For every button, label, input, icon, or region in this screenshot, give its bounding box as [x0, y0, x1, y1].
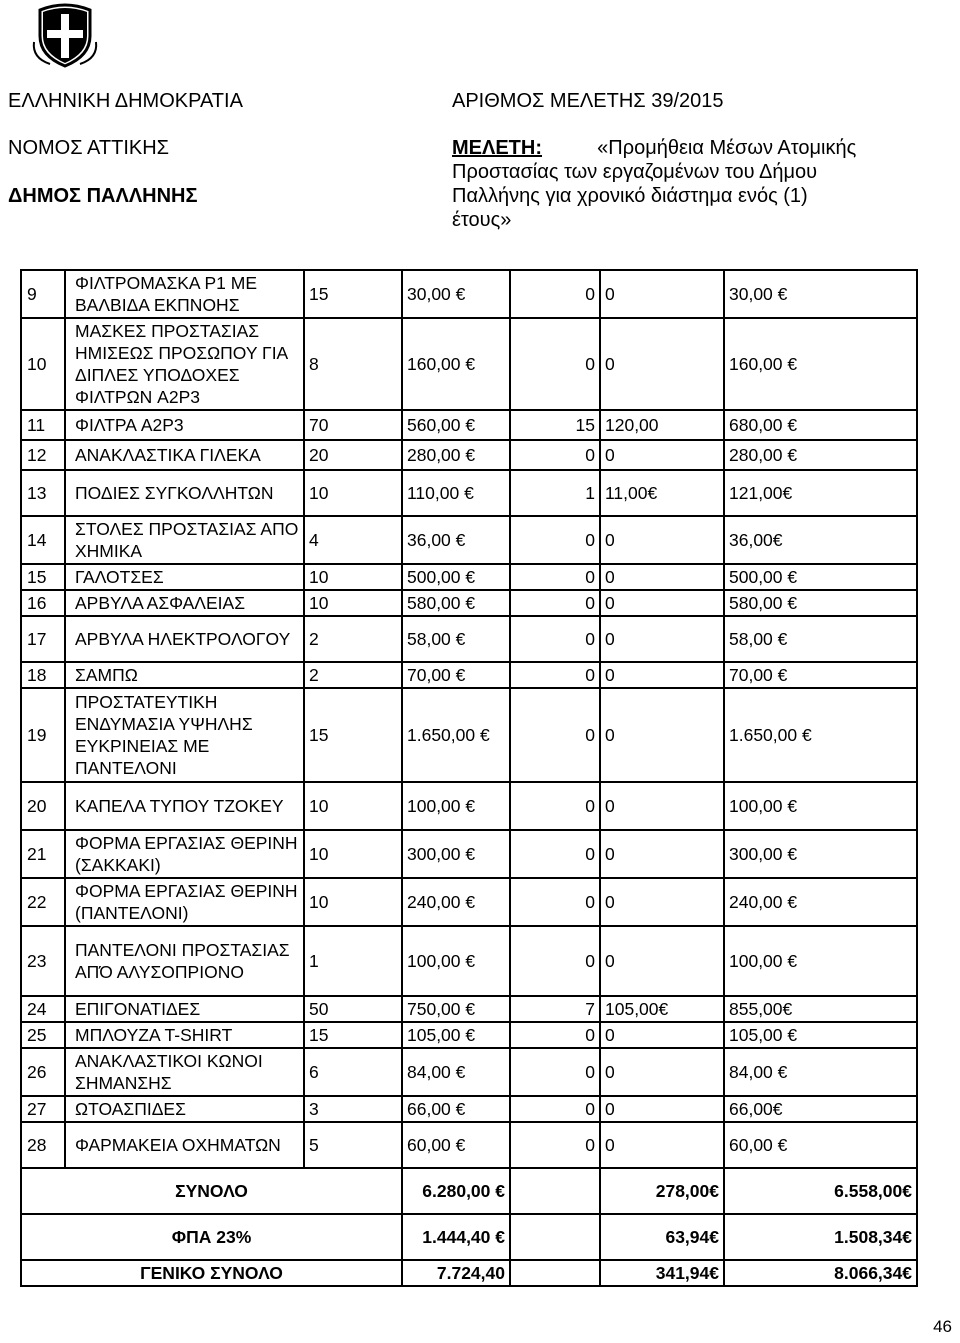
study-title-line1: «Προμήθεια Μέσων Ατομικής [597, 137, 857, 159]
table-row [21, 1096, 917, 1122]
item-extra-price: 0 [600, 440, 724, 470]
item-price: 560,00 € [402, 410, 510, 440]
item-extra-quantity: 0 [510, 662, 600, 688]
row-number: 14 [21, 516, 65, 564]
item-description: ΦΙΛΤΡΑ A2P3 [65, 410, 304, 440]
item-quantity: 50 [304, 996, 402, 1022]
item-extra-quantity: 0 [510, 516, 600, 564]
item-quantity: 10 [304, 878, 402, 926]
item-total: 70,00 € [724, 662, 917, 688]
item-description: ΑΝΑΚΛΑΣΤΙΚΟΙ ΚΩΝΟΙ ΣΗΜΑΝΣΗΣ [65, 1048, 304, 1096]
item-extra-price: 0 [600, 926, 724, 996]
item-quantity: 15 [304, 1022, 402, 1048]
item-quantity: 8 [304, 318, 402, 410]
item-extra-price: 0 [600, 688, 724, 782]
item-quantity: 15 [304, 270, 402, 318]
item-total: 680,00 € [724, 410, 917, 440]
item-extra-quantity: 7 [510, 996, 600, 1022]
item-extra-price: 0 [600, 516, 724, 564]
item-extra-quantity: 0 [510, 616, 600, 662]
table-row [21, 616, 917, 662]
item-description: ΑΡΒΥΛΑ ΗΛΕΚΤΡΟΛΟΓΟΥ [65, 616, 304, 662]
item-extra-price: 0 [600, 616, 724, 662]
item-total: 100,00 € [724, 926, 917, 996]
item-extra-price: 11,00€ [600, 470, 724, 516]
item-total: 580,00 € [724, 590, 917, 616]
item-description: ΜΠΛΟΥΖΑ T-SHIRT [65, 1022, 304, 1048]
item-price: 280,00 € [402, 440, 510, 470]
item-extra-quantity: 0 [510, 878, 600, 926]
item-quantity: 1 [304, 926, 402, 996]
row-number: 26 [21, 1048, 65, 1096]
item-description: ΦΙΛΤΡΟΜΑΣΚΑ P1 ΜΕ ΒΑΛΒΙΔΑ ΕΚΠΝΟΗΣ [65, 270, 304, 318]
item-total: 121,00€ [724, 470, 917, 516]
item-quantity: 4 [304, 516, 402, 564]
item-total: 855,00€ [724, 996, 917, 1022]
item-extra-quantity: 15 [510, 410, 600, 440]
item-price: 36,00 € [402, 516, 510, 564]
item-price: 60,00 € [402, 1122, 510, 1168]
item-price: 160,00 € [402, 318, 510, 410]
row-number: 27 [21, 1096, 65, 1122]
item-quantity: 10 [304, 782, 402, 830]
item-extra-price: 105,00€ [600, 996, 724, 1022]
item-extra-price: 0 [600, 830, 724, 878]
item-quantity: 10 [304, 830, 402, 878]
row-number: 15 [21, 564, 65, 590]
row-number: 23 [21, 926, 65, 996]
table-row [21, 782, 917, 830]
item-price: 58,00 € [402, 616, 510, 662]
study-title-line2: Προστασίας των εργαζομένων του Δήμου [452, 161, 818, 183]
item-price: 580,00 € [402, 590, 510, 616]
item-extra-price: 0 [600, 270, 724, 318]
item-quantity: 15 [304, 688, 402, 782]
item-extra-quantity: 0 [510, 1022, 600, 1048]
municipality-label: ΔΗΜΟΣ ΠΑΛΛΗΝΗΣ [8, 185, 198, 207]
table-row [21, 926, 917, 996]
item-extra-quantity: 0 [510, 318, 600, 410]
item-description: ΓΑΛΟΤΣΕΣ [65, 564, 304, 590]
table-row [21, 470, 917, 516]
study-number: ΑΡΙΘΜΟΣ ΜΕΛΕΤΗΣ 39/2015 [452, 90, 724, 112]
item-quantity: 10 [304, 564, 402, 590]
item-total: 240,00 € [724, 878, 917, 926]
republic-label: ΕΛΛΗΝΙΚΗ ΔΗΜΟΚΡΑΤΙΑ [8, 90, 243, 112]
item-price: 100,00 € [402, 926, 510, 996]
row-number: 17 [21, 616, 65, 662]
row-number: 10 [21, 318, 65, 410]
item-quantity: 3 [304, 1096, 402, 1122]
item-extra-price: 0 [600, 1048, 724, 1096]
item-total: 66,00€ [724, 1096, 917, 1122]
item-quantity: 70 [304, 410, 402, 440]
cost-table [20, 269, 918, 1287]
item-description: ΦΟΡΜΑ ΕΡΓΑΣΙΑΣ ΘΕΡΙΝΗ (ΠΑΝΤΕΛΟΝΙ) [65, 878, 304, 926]
item-quantity: 10 [304, 590, 402, 616]
item-description: ΑΡΒΥΛΑ ΑΣΦΑΛΕΙΑΣ [65, 590, 304, 616]
summary-total: 8.066,34€ [724, 1260, 917, 1286]
item-description: ΚΑΠΕΛΑ ΤΥΠΟΥ ΤΖΟΚΕΥ [65, 782, 304, 830]
item-description: ΦΑΡΜΑΚΕΙΑ ΟΧΗΜΑΤΩΝ [65, 1122, 304, 1168]
summary-extra: 63,94€ [600, 1214, 724, 1260]
summary-label: ΣΥΝΟΛΟ [21, 1168, 402, 1214]
item-quantity: 5 [304, 1122, 402, 1168]
row-number: 13 [21, 470, 65, 516]
item-quantity: 20 [304, 440, 402, 470]
summary-label: ΓΕΝΙΚΟ ΣΥΝΟΛΟ [21, 1260, 402, 1286]
study-title-line3: Παλλήνης για χρονικό διάστημα ενός (1) [452, 185, 808, 207]
table-row [21, 1048, 917, 1096]
item-extra-quantity: 0 [510, 590, 600, 616]
item-total: 300,00 € [724, 830, 917, 878]
item-extra-quantity: 1 [510, 470, 600, 516]
item-price: 100,00 € [402, 782, 510, 830]
item-total: 60,00 € [724, 1122, 917, 1168]
item-total: 1.650,00 € [724, 688, 917, 782]
item-quantity: 10 [304, 470, 402, 516]
item-description: ΠΟΔΙΕΣ ΣΥΓΚΟΛΛΗΤΩΝ [65, 470, 304, 516]
item-extra-quantity: 0 [510, 830, 600, 878]
item-total: 30,00 € [724, 270, 917, 318]
item-extra-price: 0 [600, 1122, 724, 1168]
item-price: 500,00 € [402, 564, 510, 590]
item-price: 66,00 € [402, 1096, 510, 1122]
item-extra-quantity: 0 [510, 1122, 600, 1168]
item-price: 110,00 € [402, 470, 510, 516]
item-quantity: 2 [304, 662, 402, 688]
item-extra-price: 0 [600, 318, 724, 410]
table-row [21, 410, 917, 440]
item-description: ΠΡΟΣΤΑΤΕΥΤΙΚΗ ΕΝΔΥΜΑΣΙΑ ΥΨΗΛΗΣ ΕΥΚΡΙΝΕΙΑΣ ΜΕ ΠΑΝΤΕΛΟΝΙ [65, 688, 304, 782]
row-number: 22 [21, 878, 65, 926]
greek-emblem [30, 2, 100, 68]
prefecture-label: ΝΟΜΟΣ ΑΤΤΙΚΗΣ [8, 137, 170, 159]
item-price: 1.650,00 € [402, 688, 510, 782]
item-description: ΣΑΜΠΩ [65, 662, 304, 688]
item-total: 84,00 € [724, 1048, 917, 1096]
row-number: 12 [21, 440, 65, 470]
summary-extra: 278,00€ [600, 1168, 724, 1214]
summary-total: 6.558,00€ [724, 1168, 917, 1214]
row-number: 19 [21, 688, 65, 782]
item-extra-price: 0 [600, 1022, 724, 1048]
item-total: 280,00 € [724, 440, 917, 470]
item-price: 70,00 € [402, 662, 510, 688]
item-extra-quantity: 0 [510, 926, 600, 996]
item-description: ΣΤΟΛΕΣ ΠΡΟΣΤΑΣΙΑΣ ΑΠΟ ΧΗΜΙΚΑ [65, 516, 304, 564]
row-number: 18 [21, 662, 65, 688]
summary-row [21, 1260, 917, 1286]
table-row [21, 1022, 917, 1048]
table-row [21, 590, 917, 616]
table-row [21, 516, 917, 564]
summary-total: 1.508,34€ [724, 1214, 917, 1260]
item-total: 36,00€ [724, 516, 917, 564]
item-extra-price: 120,00 [600, 410, 724, 440]
row-number: 20 [21, 782, 65, 830]
summary-extra: 341,94€ [600, 1260, 724, 1286]
item-price: 84,00 € [402, 1048, 510, 1096]
row-number: 9 [21, 270, 65, 318]
item-extra-quantity: 0 [510, 782, 600, 830]
row-number: 28 [21, 1122, 65, 1168]
item-extra-price: 0 [600, 878, 724, 926]
item-description: ΕΠΙΓΟΝΑΤΙΔΕΣ [65, 996, 304, 1022]
item-total: 500,00 € [724, 564, 917, 590]
item-total: 58,00 € [724, 616, 917, 662]
item-total: 105,00 € [724, 1022, 917, 1048]
row-number: 25 [21, 1022, 65, 1048]
table-row [21, 440, 917, 470]
table-row [21, 830, 917, 878]
item-extra-quantity: 0 [510, 1048, 600, 1096]
item-description: ΜΑΣΚΕΣ ΠΡΟΣΤΑΣΙΑΣ ΗΜΙΣΕΩΣ ΠΡΟΣΩΠΟΥ ΓΙΑ ΔΙΠΛΕΣ ΥΠΟΔΟΧΕΣ ΦΙΛΤΡΩΝ A2P3 [65, 318, 304, 410]
row-number: 11 [21, 410, 65, 440]
study-label: ΜΕΛΕΤΗ: [452, 137, 542, 159]
item-price: 30,00 € [402, 270, 510, 318]
page-number: 46 [933, 1317, 952, 1336]
table-row [21, 1122, 917, 1168]
summary-price: 7.724,40 [402, 1260, 510, 1286]
row-number: 21 [21, 830, 65, 878]
item-extra-quantity: 0 [510, 564, 600, 590]
summary-row [21, 1168, 917, 1214]
item-price: 105,00 € [402, 1022, 510, 1048]
table-row [21, 878, 917, 926]
item-extra-price: 0 [600, 782, 724, 830]
item-extra-quantity: 0 [510, 1096, 600, 1122]
item-extra-quantity: 0 [510, 270, 600, 318]
table-row [21, 662, 917, 688]
summary-price: 1.444,40 € [402, 1214, 510, 1260]
item-extra-quantity: 0 [510, 688, 600, 782]
item-price: 300,00 € [402, 830, 510, 878]
table-row [21, 318, 917, 410]
item-extra-quantity: 0 [510, 440, 600, 470]
row-number: 24 [21, 996, 65, 1022]
item-price: 240,00 € [402, 878, 510, 926]
summary-price: 6.280,00 € [402, 1168, 510, 1214]
item-price: 750,00 € [402, 996, 510, 1022]
summary-label: ΦΠΑ 23% [21, 1214, 402, 1260]
table-row [21, 564, 917, 590]
item-quantity: 2 [304, 616, 402, 662]
item-extra-price: 0 [600, 590, 724, 616]
row-number: 16 [21, 590, 65, 616]
item-extra-price: 0 [600, 1096, 724, 1122]
table-row [21, 996, 917, 1022]
summary-row [21, 1214, 917, 1260]
table-row [21, 270, 917, 318]
item-description: ΑΝΑΚΛΑΣΤΙΚΑ ΓΙΛΕΚΑ [65, 440, 304, 470]
item-extra-price: 0 [600, 564, 724, 590]
item-quantity: 6 [304, 1048, 402, 1096]
item-extra-price: 0 [600, 662, 724, 688]
item-description: ΩΤΟΑΣΠΙΔΕΣ [65, 1096, 304, 1122]
item-total: 160,00 € [724, 318, 917, 410]
study-title-line4: έτους» [452, 209, 512, 231]
item-description: ΦΟΡΜΑ ΕΡΓΑΣΙΑΣ ΘΕΡΙΝΗ (ΣΑΚΚΑΚΙ) [65, 830, 304, 878]
item-description: ΠΑΝΤΕΛΟΝΙ ΠΡΟΣΤΑΣΙΑΣ ΑΠΌ ΑΛΥΣΟΠΡΙΟΝΟ [65, 926, 304, 996]
table-row [21, 688, 917, 782]
item-total: 100,00 € [724, 782, 917, 830]
